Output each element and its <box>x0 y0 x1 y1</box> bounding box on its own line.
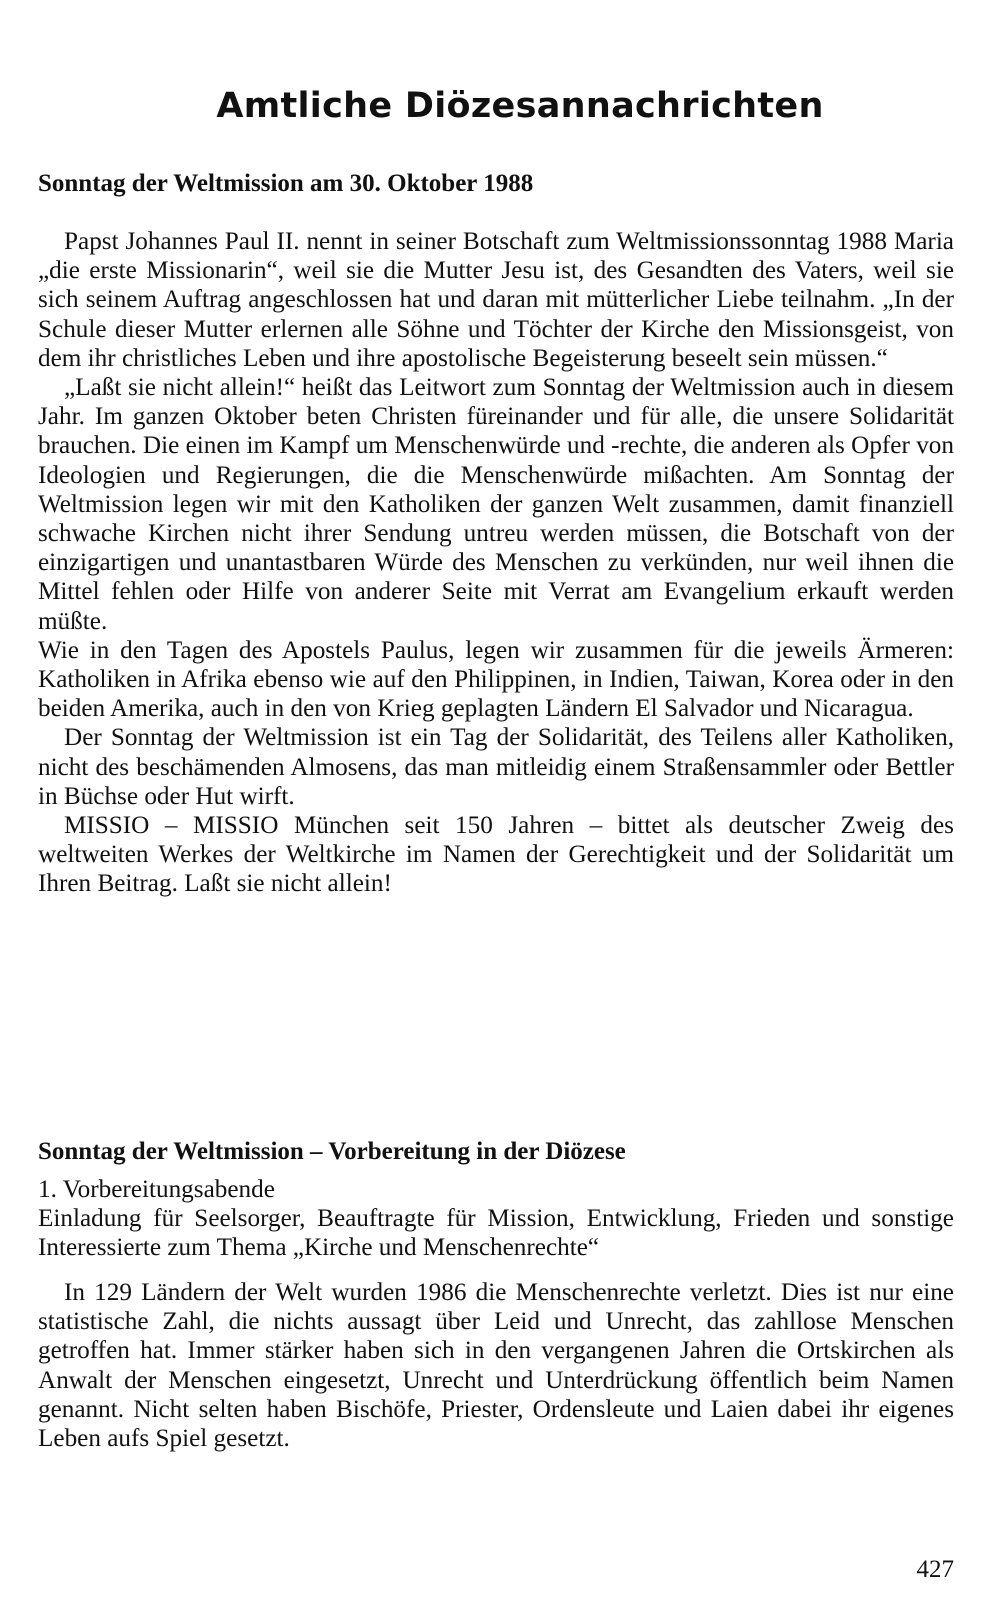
section-intro-vorbereitung <box>38 1175 954 1263</box>
paragraph: In 129 Ländern der Welt wurden 1986 die Menschenrechte verletzt. Dies ist nur eine statistische Zahl, die nichts aussagt über Leid und Unrecht, das zahllose Menschen getroffen hat. Immer stärker haben sich in den vergangenen Jahren die Ortskirchen als Anwalt der Menschen eingesetzt, Unrecht und Unterdrückung öffentlich beim Namen genannt. Nicht selten haben Bischöfe, Priester, Ordensleute und Laien dabei ihr eigenes Leben aufs Spiel gesetzt. <box>38 1279 954 1453</box>
paragraph: Papst Johannes Paul II. nennt in seiner Botschaft zum Weltmissionssonntag 1988 Maria „die erste Missionarin“, weil sie die Mutter Jesu ist, des Gesandten des Vaters, weil sie sich seinem Auftrag angeschlossen hat und daran mit mütterlicher Liebe teilnahm. „In der Schule dieser Mutter erlernen alle Söhne und Töchter der Kirche den Missionsgeist, von dem ihr christliches Leben und ihre apostolische Begeisterung beseelt sein müssen.“ <box>38 228 954 372</box>
page-number: 427 <box>916 1556 954 1583</box>
page-title: Amtliche Diözesannachrichten <box>216 86 824 126</box>
subheading: 1. Vorbereitungsabende <box>38 1176 275 1203</box>
paragraph: MISSIO – MISSIO München seit 150 Jahren – bittet als deutscher Zweig des weltweiten Werkes der Weltkirche im Namen der Gerechtigkeit und der Solidarität um Ihren Beitrag. Laßt sie nicht allein! <box>38 812 954 898</box>
paragraph: Der Sonntag der Weltmission ist ein Tag der Solidarität, des Teilens aller Katholiken, nicht des beschämenden Almosens, das man mitleidig einem Straßensammler oder Bettler in Büchse oder Hut wirft. <box>38 724 954 810</box>
section-body-vorbereitung <box>38 1278 954 1453</box>
section-body-weltmission <box>38 227 954 899</box>
paragraph: Wie in den Tagen des Apostels Paulus, legen wir zusammen für die jeweils Ärmeren: Katholiken in Afrika ebenso wie auf den Philippinen, in Indien, Taiwan, Korea oder in den beiden Amerika, auch in den von Krieg geplagten Ländern El Salvador und Nicaragua. <box>38 636 954 723</box>
section-heading-vorbereitung: Sonntag der Weltmission – Vorbereitung in der Diözese <box>38 1138 626 1165</box>
invitation-text: Einladung für Seelsorger, Beauftragte für Mission, Entwicklung, Frieden und sonstige Interessierte zum Thema „Kirche und Menschenrechte“ <box>38 1205 954 1262</box>
paragraph: „Laßt sie nicht allein!“ heißt das Leitwort zum Sonntag der Weltmission auch in diesem Jahr. Im ganzen Oktober beten Christen füreinander und für alle, die unsere Solidarität brauchen. Die einen im Kampf um Menschenwürde und -rechte, die anderen als Opfer von Ideologien und Regierungen, die die Menschenwürde mißachten. Am Sonntag der Weltmission legen wir mit den Katholiken der ganzen Welt zusammen, damit finanziell schwache Kirchen nicht ihrer Sendung untreu werden müssen, die Botschaft von der einzigartigen und unantastbaren Würde des Menschen zu verkünden, nur weil ihnen die Mittel fehlen oder Hilfe von anderer Seite mit Verrat am Evangelium erkauft werden müßte. <box>38 374 954 635</box>
section-heading-weltmission: Sonntag der Weltmission am 30. Oktober 1988 <box>38 170 534 197</box>
